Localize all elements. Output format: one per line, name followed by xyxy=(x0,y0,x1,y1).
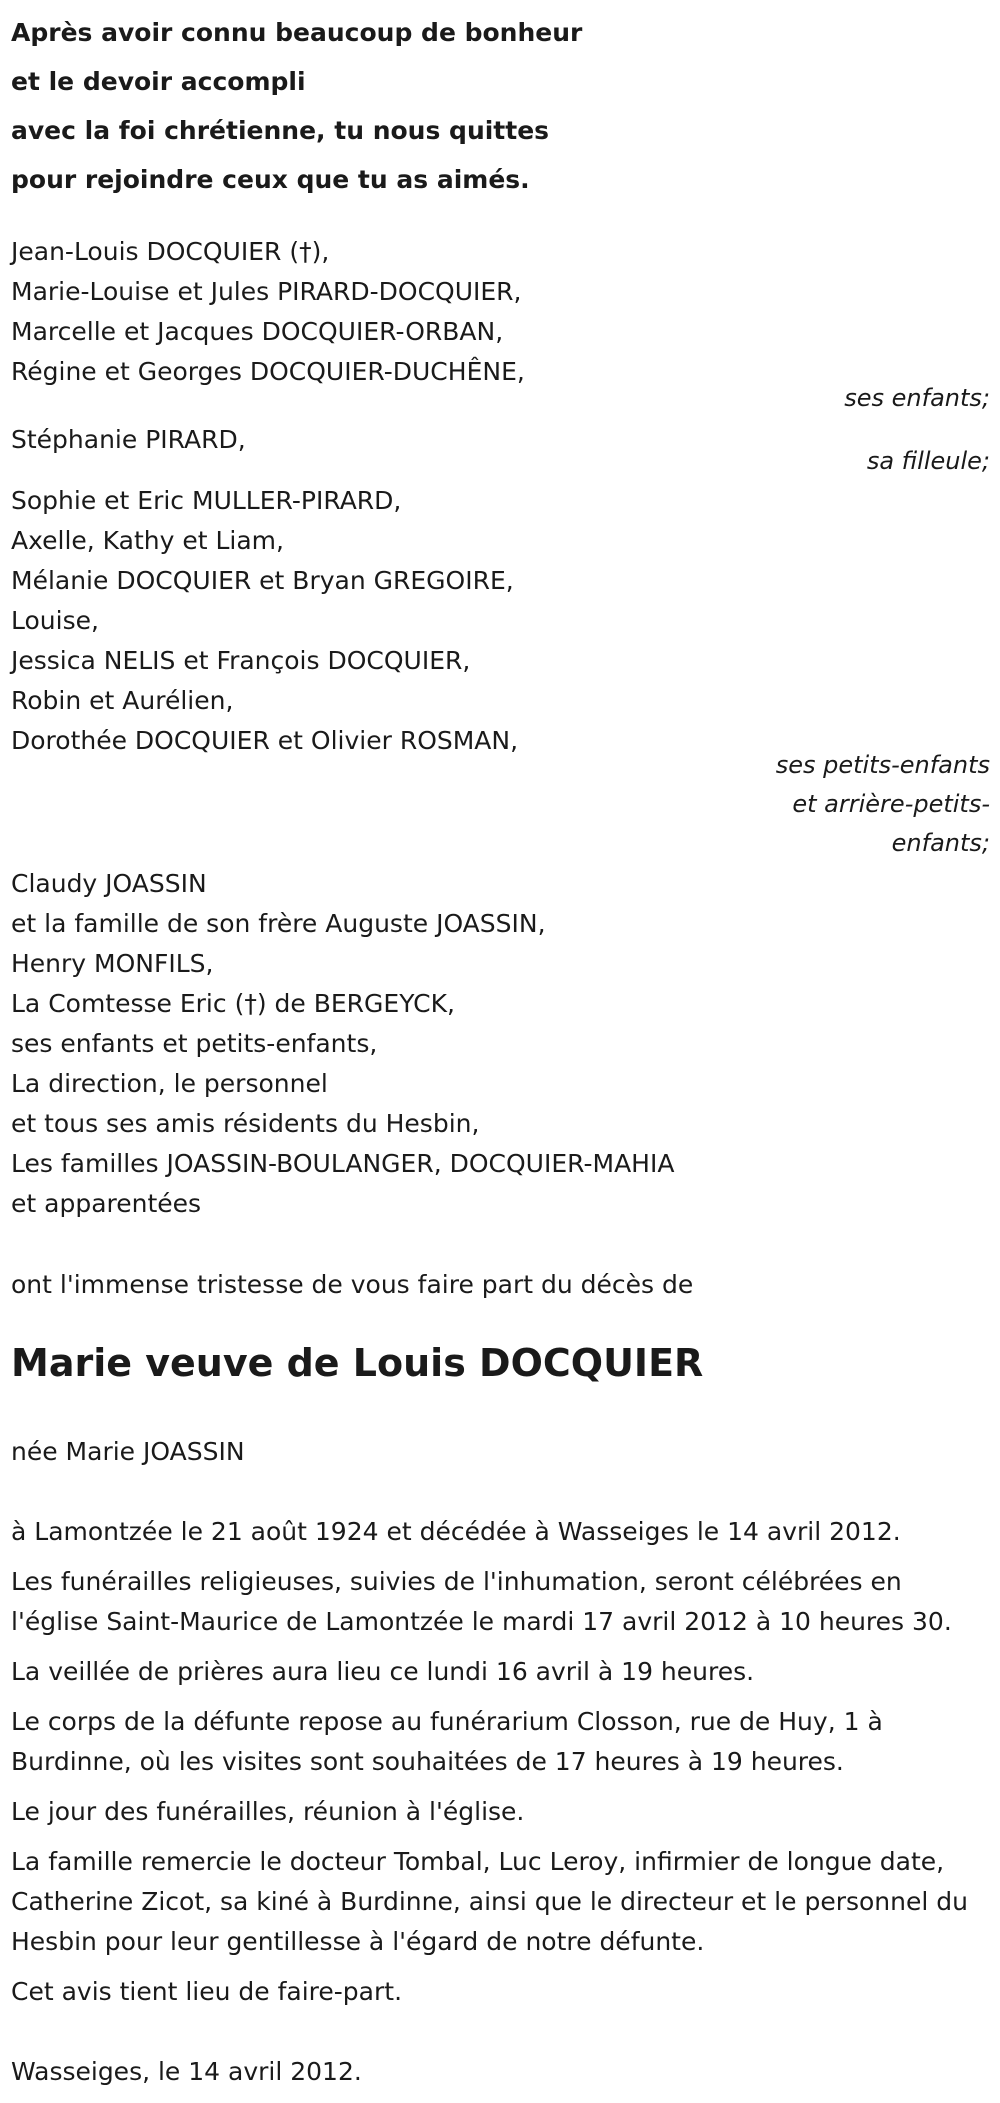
family-member: Les familles JOASSIN-BOULANGER, DOCQUIER-MAHIA xyxy=(11,1149,675,1178)
vigil-paragraph: La veillée de prières aura lieu ce lundi 16 avril à 19 heures. xyxy=(11,1657,755,1686)
family-member: Dorothée DOCQUIER et Olivier ROSMAN, xyxy=(11,726,519,755)
family-member: Régine et Georges DOCQUIER-DUCHÊNE, xyxy=(11,357,525,386)
intro-line: et le devoir accompli xyxy=(11,67,306,96)
family-member: Sophie et Eric MULLER-PIRARD, xyxy=(11,486,402,515)
family-member: Henry MONFILS, xyxy=(11,949,214,978)
family-member: Jean-Louis DOCQUIER (†), xyxy=(11,237,330,266)
family-member: Marie-Louise et Jules PIRARD-DOCQUIER, xyxy=(11,277,522,306)
role-line: enfants; xyxy=(891,829,990,857)
family-member: Mélanie DOCQUIER et Bryan GREGOIRE, xyxy=(11,566,514,595)
family-member: Jessica NELIS et François DOCQUIER, xyxy=(11,646,471,675)
viewing-paragraph: Le corps de la défunte repose au funérarium Closson, rue de Huy, 1 à Burdinne, où les visites sont souhaitées de 17 heures à 19 heures. xyxy=(11,1707,883,1776)
notice-paragraph: Cet avis tient lieu de faire-part. xyxy=(11,1977,403,2006)
family-member: Louise, xyxy=(11,606,99,635)
others-list xyxy=(11,864,674,1224)
family-member: ses enfants et petits-enfants, xyxy=(11,1029,378,1058)
thanks-paragraph: La famille remercie le docteur Tombal, Luc Leroy, infirmier de longue date, Catherine Zicot, sa kiné à Burdinne, ainsi que le directeur et le personnel du Hesbin pour leur gentillesse à l'égard de notre défunte. xyxy=(11,1847,968,1956)
role-children: ses enfants; xyxy=(844,384,990,412)
grandchildren-list xyxy=(11,481,518,761)
signature-date: Wasseiges, le 14 avril 2012. xyxy=(11,2057,362,2086)
family-member: et la famille de son frère Auguste JOASSIN, xyxy=(11,909,546,938)
children-list xyxy=(11,232,525,392)
intro-line: Après avoir connu beaucoup de bonheur xyxy=(11,18,583,47)
role-line: et arrière-petits- xyxy=(792,790,990,818)
funeral-paragraph: Les funérailles religieuses, suivies de l'inhumation, seront célébrées en l'église Saint-Maurice de Lamontzée le mardi 17 avril 2012 à 10 heures 30. xyxy=(11,1567,952,1636)
birth-death-paragraph: à Lamontzée le 21 août 1924 et décédée à Wasseiges le 14 avril 2012. xyxy=(11,1517,901,1546)
intro-line: avec la foi chrétienne, tu nous quittes xyxy=(11,116,550,145)
family-member: Robin et Aurélien, xyxy=(11,686,234,715)
family-member: Marcelle et Jacques DOCQUIER-ORBAN, xyxy=(11,317,504,346)
family-member: La direction, le personnel xyxy=(11,1069,328,1098)
meeting-paragraph: Le jour des funérailles, réunion à l'église. xyxy=(11,1797,525,1826)
intro-verse xyxy=(11,8,711,204)
role-goddaughter: sa filleule; xyxy=(866,447,990,475)
family-member: et tous ses amis résidents du Hesbin, xyxy=(11,1109,480,1138)
family-member: Axelle, Kathy et Liam, xyxy=(11,526,284,555)
family-member: et apparentées xyxy=(11,1189,202,1218)
deceased-name: Marie veuve de Louis DOCQUIER xyxy=(11,1341,704,1385)
announcement-text: ont l'immense tristesse de vous faire part du décès de xyxy=(11,1270,694,1299)
role-line: ses petits-enfants xyxy=(775,751,990,779)
maiden-name: née Marie JOASSIN xyxy=(11,1437,245,1466)
family-member: La Comtesse Eric (†) de BERGEYCK, xyxy=(11,989,455,1018)
intro-line: pour rejoindre ceux que tu as aimés. xyxy=(11,165,530,194)
goddaughter-name: Stéphanie PIRARD, xyxy=(11,425,246,454)
role-grandchildren xyxy=(776,746,990,863)
family-member: Claudy JOASSIN xyxy=(11,869,207,898)
